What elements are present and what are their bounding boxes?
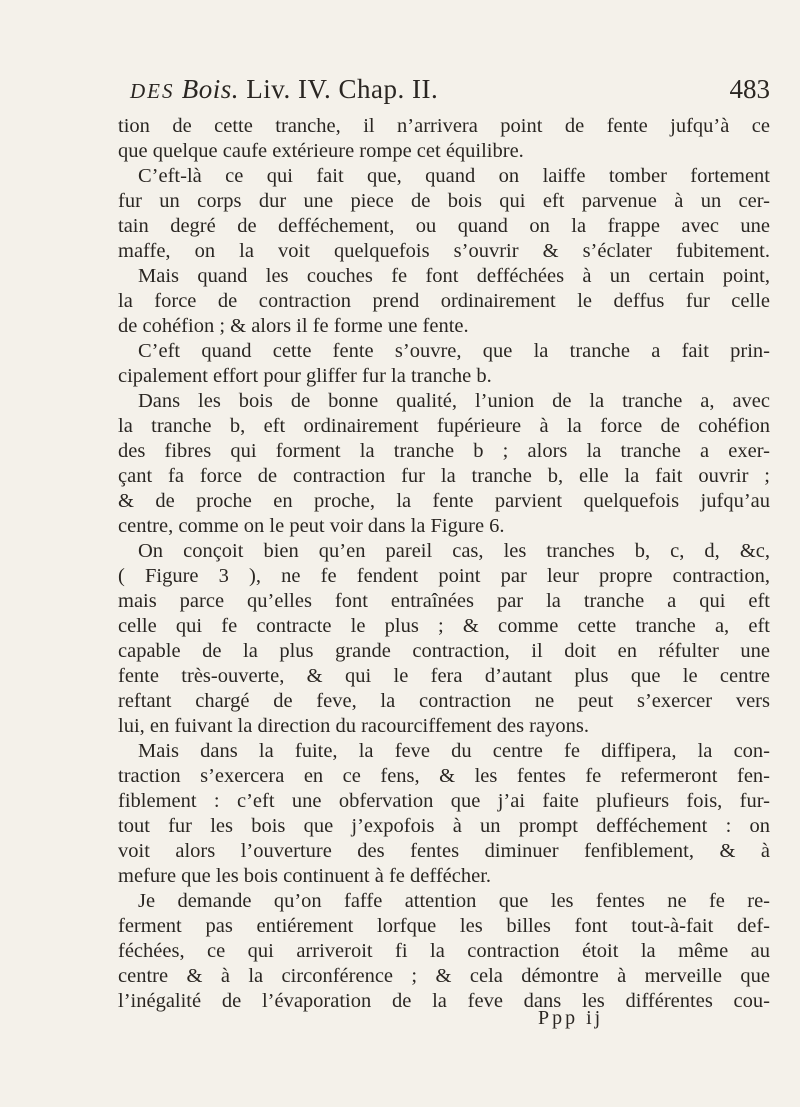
page-number: 483 bbox=[729, 74, 770, 104]
text-line: C’eft quand cette fente s’ouvre, que la tranche a fait prin- bbox=[138, 340, 770, 362]
text-line: mefure que les bois continuent à fe deffécher. bbox=[118, 865, 492, 887]
text-line: çant fa force de contraction fur la tranche b, elle la fait ouvrir ; bbox=[118, 465, 770, 487]
text-line: C’eft-là ce qui fait que, quand on laiffe tomber fortement bbox=[138, 165, 770, 187]
signature-mark: Ppp ij bbox=[538, 1007, 604, 1029]
running-head bbox=[100, 74, 770, 114]
text-line: reftant chargé de feve, la contraction ne peut s’exercer vers bbox=[118, 690, 770, 712]
text-line: fur un corps dur une piece de bois qui eft parvenue à un cer- bbox=[118, 190, 770, 212]
text-line: Mais quand les couches fe font defféchées à un certain point, bbox=[138, 265, 770, 287]
text-line: féchées, ce qui arriveroit fi la contraction étoit la même au bbox=[118, 940, 770, 962]
text-line: celle qui fe contracte le plus ; & comme cette tranche a, eft bbox=[118, 615, 770, 637]
text-line: ferment pas entiérement lorfque les billes font tout-à-fait def- bbox=[118, 915, 770, 937]
text-line: Je demande qu’on faffe attention que les fentes ne fe re- bbox=[138, 890, 770, 912]
text-line: voit alors l’ouverture des fentes diminuer fenfiblement, & à bbox=[118, 840, 770, 862]
text-line: centre & à la circonférence ; & cela démontre à merveille que bbox=[118, 965, 770, 987]
text-line: que quelque caufe extérieure rompe cet équilibre. bbox=[118, 140, 524, 162]
text-line: Mais dans la fuite, la feve du centre fe diffipera, la con- bbox=[138, 740, 770, 762]
running-title-des: DES bbox=[130, 79, 175, 103]
text-line: & de proche en proche, la fente parvient quelquefois jufqu’au bbox=[118, 490, 770, 512]
text-line: tout fur les bois que j’expofois à un prompt defféchement : on bbox=[118, 815, 770, 837]
body-text bbox=[118, 114, 770, 1014]
text-line: fiblement : c’eft une obfervation que j’ai faite plufieurs fois, fur- bbox=[118, 790, 770, 812]
text-line: fente très-ouverte, & qui le fera d’autant plus que le centre bbox=[118, 665, 770, 687]
text-line: tain degré de defféchement, ou quand on la frappe avec une bbox=[118, 215, 770, 237]
running-title-chapter: Liv. IV. Chap. II. bbox=[246, 74, 439, 104]
text-line: de cohéfion ; & alors il fe forme une fente. bbox=[118, 315, 469, 337]
text-line: ( Figure 3 ), ne fe fendent point par leur propre contraction, bbox=[118, 565, 770, 587]
text-line: la tranche b, eft ordinairement fupérieure à la force de cohéfion bbox=[118, 415, 770, 437]
text-line: cipalement effort pour gliffer fur la tranche b. bbox=[118, 365, 492, 387]
text-line: Dans les bois de bonne qualité, l’union de la tranche a, avec bbox=[138, 390, 770, 412]
text-line: la force de contraction prend ordinairement le deffus fur celle bbox=[118, 290, 770, 312]
text-line: traction s’exercera en ce fens, & les fentes fe refermeront fen- bbox=[118, 765, 770, 787]
running-title bbox=[130, 74, 438, 105]
text-line: mais parce qu’elles font entraînées par la tranche a qui eft bbox=[118, 590, 770, 612]
running-title-bois: Bois. bbox=[181, 74, 240, 104]
text-line: lui, en fuivant la direction du racourciffement des rayons. bbox=[118, 715, 589, 737]
text-line: capable de la plus grande contraction, il doit en réfulter une bbox=[118, 640, 770, 662]
text-line: centre, comme on le peut voir dans la Figure 6. bbox=[118, 515, 505, 537]
text-line: l’inégalité de l’évaporation de la feve dans les différentes cou- bbox=[118, 990, 770, 1012]
text-line: maffe, on la voit quelquefois s’ouvrir & s’éclater fubitement. bbox=[118, 240, 770, 262]
text-line: tion de cette tranche, il n’arrivera point de fente jufqu’à ce bbox=[118, 115, 770, 137]
text-line: des fibres qui forment la tranche b ; alors la tranche a exer- bbox=[118, 440, 770, 462]
text-line: On conçoit bien qu’en pareil cas, les tranches b, c, d, &c, bbox=[138, 540, 770, 562]
